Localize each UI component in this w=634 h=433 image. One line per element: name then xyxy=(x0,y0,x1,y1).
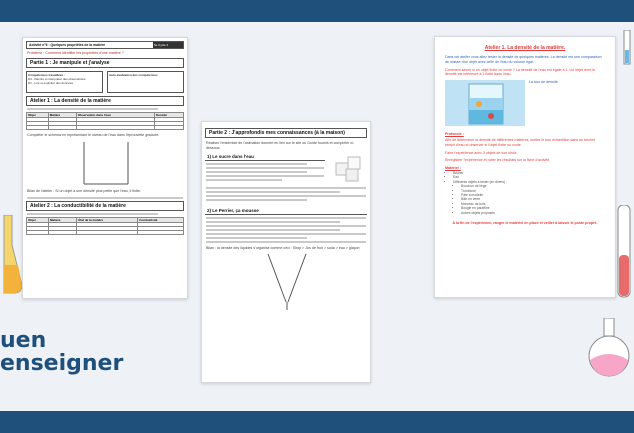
competence-item: D4 - Décrire et interpréter des observations xyxy=(28,76,86,81)
list-item: • Bougie en paraffine xyxy=(461,206,615,210)
text-line xyxy=(206,229,340,231)
column-header: Matière xyxy=(48,217,76,222)
materials-list xyxy=(435,171,615,215)
text-line xyxy=(206,241,366,243)
complete-instruction: Compléter le schéma en représentant le niveau de l'eau dans l'éprouvette graduée. xyxy=(27,132,160,137)
worksheet-page-1 xyxy=(22,37,188,299)
graduated-cylinder-icon xyxy=(26,138,186,188)
bottom-banner xyxy=(0,411,634,433)
column-header: Conductivité xyxy=(138,217,184,222)
text-line xyxy=(206,217,366,219)
part2-heading: Partie 2 : J'approfondis mes connaissances (à la maison) xyxy=(205,128,367,138)
protocol-note: Faire l'expérience avec 3 objets de son choix. xyxy=(445,150,518,155)
text-line xyxy=(206,167,324,169)
text-line xyxy=(206,221,340,223)
text-line xyxy=(206,171,307,173)
column-header: Objet xyxy=(27,217,49,222)
text-line xyxy=(206,195,366,197)
list-item: • Bécher xyxy=(453,171,615,175)
text-line xyxy=(27,197,183,199)
list-item: • Eau xyxy=(453,175,615,179)
list-item: • Trombone xyxy=(461,189,615,193)
site-logo[interactable] xyxy=(0,330,123,376)
materials-heading: Matériel : xyxy=(445,166,461,171)
cycle-badge: 5e Cycle 4 xyxy=(153,42,183,48)
text-line xyxy=(206,187,366,189)
column-header: Objet xyxy=(27,112,49,117)
density-tower-image xyxy=(445,80,525,126)
problem-text: Problème : Comment identifier les propriétés d'une matière ? xyxy=(27,51,124,55)
activity-header xyxy=(26,41,184,49)
worksheet-page-2 xyxy=(201,121,371,383)
perrier-subheading: 2) Le Perrier, ça mousse xyxy=(205,207,367,215)
competence-item: D1 - Lire et exploiter des données xyxy=(28,80,74,85)
self-evaluation-box xyxy=(107,71,184,93)
pipette-decoration-icon xyxy=(620,30,634,70)
text-line xyxy=(206,225,366,227)
sugar-cubes-icon xyxy=(332,153,366,183)
atelier-sheet-page xyxy=(434,36,616,298)
list-item: • Bille en verre xyxy=(461,197,615,201)
list-item: • Bouchon de liège xyxy=(461,184,615,188)
page2-footer: Bilan : la densité des liquides s'organise comme ceci : Sirop > Jus de fruit > soda > eau > glaçon xyxy=(206,246,360,251)
conductivity-table xyxy=(26,217,184,235)
atelier-title: Atelier 1. La densité de la matière. xyxy=(484,45,566,51)
column-header: Observation dans l'eau xyxy=(76,112,154,117)
logo-line-2: enseigner xyxy=(0,351,124,376)
atelier-intro: Dans cet atelier vous allez tester la densité de quelques matières. La densité est une comparaison de masse d'un objet avec celle de l'eau du volume égal. xyxy=(445,55,602,64)
part1-heading: Partie 1 : Je manipule et j'analyse xyxy=(26,58,184,68)
competences-title: Compétences travaillées : xyxy=(28,72,66,77)
text-line xyxy=(206,163,307,165)
flask-decoration-icon xyxy=(0,215,24,295)
text-line xyxy=(206,199,307,201)
protocol-heading: Protocole : xyxy=(445,132,464,137)
top-banner xyxy=(0,0,634,22)
end-note: À la fin de l'expérience, ranger le matériel en place et veiller à laisser le poste propre. xyxy=(452,221,598,226)
glass-icon xyxy=(202,252,371,312)
column-header: Densité xyxy=(155,112,184,117)
competences-box xyxy=(26,71,103,93)
text-line xyxy=(206,237,307,239)
image-caption: La tour de densité xyxy=(529,80,558,85)
column-header: Matière xyxy=(48,112,76,117)
list-item: • Morceau de bois xyxy=(461,202,615,206)
list-item: • Autres objets proposés xyxy=(461,211,615,215)
text-line xyxy=(206,175,324,177)
protocol-text: Afin de déterminer la densité de différentes matières, mettre le bon échantillon dans un bécher rempli d'eau et observer si l'objet flotte ou coule. xyxy=(445,137,596,147)
logo-line-1: uen xyxy=(0,328,47,353)
text-line xyxy=(206,233,366,235)
round-flask-decoration-icon xyxy=(584,318,634,378)
column-header: État de la matière xyxy=(77,217,138,222)
record-note: Enregistrer l'expérience et noter les résultats sur la fiche d'activité. xyxy=(445,158,551,163)
activity-title: Activité n°6 : Quelques propriétés de la matière xyxy=(29,43,106,47)
text-line xyxy=(27,108,158,110)
self-evaluation-title: Auto-évaluation des compétences xyxy=(109,72,158,77)
density-table xyxy=(26,112,184,130)
atelier1-heading: Atelier 1 : La densité de la matière xyxy=(26,96,184,106)
atelier2-heading: Atelier 2 : La conductibilité de la matière xyxy=(26,201,184,211)
bilan-text: Bilan de l'atelier : Si un objet a une densité plus petite que l'eau, il flotte. xyxy=(27,189,142,194)
part2-intro: Réaliser l'ensemble de l'animation donnée en lien sur le site ou Guide fournis et compléter ci-dessous. xyxy=(206,141,355,150)
text-line xyxy=(27,213,158,215)
list-item: • Pâte à modeler xyxy=(461,193,615,197)
list-item: • Différents objets à tester (en divers) : xyxy=(453,180,615,184)
text-line xyxy=(206,191,340,193)
competence-boxes xyxy=(26,71,184,93)
density-definition: Comment savoir si un objet flotte ou coule ? La densité de l'eau est égale à 1. Un objet dont la densité est inférieure à 1 flotte dans l'eau. xyxy=(445,67,595,77)
sugar-subheading: 1) Le sucre dans l'eau xyxy=(205,153,325,161)
text-line xyxy=(206,179,282,181)
